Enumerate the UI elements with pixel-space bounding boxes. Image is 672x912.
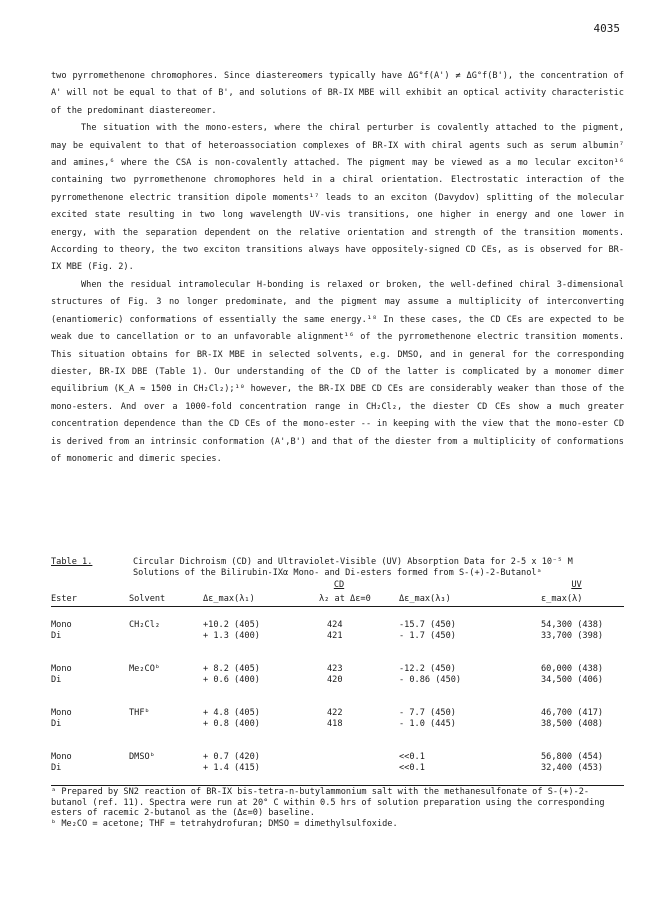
cell-delta3: <<0.1	[399, 763, 425, 773]
page-number: 4035	[593, 22, 620, 35]
table-row-group	[51, 695, 624, 739]
cell-ester: Mono	[51, 620, 72, 630]
table-row	[51, 620, 624, 631]
cell-delta3: - 1.7 (450)	[399, 631, 456, 641]
cell-lambda2: 424	[327, 620, 343, 630]
cell-solvent: THFᵇ	[129, 708, 150, 718]
cell-delta3: -12.2 (450)	[399, 664, 456, 674]
cell-delta1: + 8.2 (405)	[203, 664, 260, 674]
cell-delta1: + 0.7 (420)	[203, 752, 260, 762]
cell-lambda2: 421	[327, 631, 343, 641]
table-row-group	[51, 651, 624, 695]
table-row-group	[51, 739, 624, 783]
column-header-delta1: Δε_max(λ₁)	[203, 594, 255, 604]
uv-group-header: UV	[571, 580, 582, 590]
table-group-headers	[51, 580, 624, 592]
cell-ester: Mono	[51, 708, 72, 718]
cell-epsilon: 54,300 (438)	[541, 620, 604, 630]
table-header-row	[51, 592, 624, 607]
table-row	[51, 752, 624, 763]
cell-lambda2: 423	[327, 664, 343, 674]
table-row	[51, 763, 624, 774]
cell-delta1: + 1.4 (415)	[203, 763, 260, 773]
cell-solvent: Me₂COᵇ	[129, 664, 161, 674]
cell-ester: Mono	[51, 752, 72, 762]
cell-ester: Mono	[51, 664, 72, 674]
cell-delta1: + 0.6 (400)	[203, 675, 260, 685]
cell-delta1: + 1.3 (400)	[203, 631, 260, 641]
column-header-epsilon: ε_max(λ)	[541, 594, 583, 604]
paragraph-2: The situation with the mono-esters, where the chiral perturber is covalently attached to the pigment, may be equivalent to that of heteroassociation complexes of BR-IX with chiral agents such as serum albumin⁷ and amines,⁶ where the CSA is non-covalently attached. The pigment may be viewed as a mo lecular exciton¹⁶ containing two pyrromethenone chromophores held in a chiral orientation. Electrostatic interaction of the pyrromethenone electric transition dipole moments¹⁷ leads to an exciton (Davydov) splitting of the molecular excited state resulting in two long wavelength UV-vis transitions, one higher in energy and one lower in energy, with the separation dependent on the relative orientation and strength of the transition moments. According to theory, the two exciton transitions always have oppositely-signed CD CEs, as is observed for BR-IX MBE (Fig. 2).	[51, 123, 624, 273]
table-bottom-rule	[51, 785, 624, 786]
table-label: Table 1.	[51, 557, 93, 567]
cell-ester: Di	[51, 763, 62, 773]
data-table	[51, 557, 624, 829]
table-row	[51, 631, 624, 642]
column-header-solvent: Solvent	[129, 594, 166, 604]
table-row-group	[51, 607, 624, 651]
footnote-a: ᵃ Prepared by SN2 reaction of BR-IX bis-tetra-n-butylammonium salt with the methanesulfonate of S-(+)-2-butanol (ref. 11). Spectra were run at 20° C within 0.5 hrs of solution preparation using the corresponding esters of racemic 2-butanol as the (Δε=0) baseline.	[51, 787, 605, 818]
cell-delta3: - 1.0 (445)	[399, 719, 456, 729]
cell-solvent: CH₂Cl₂	[129, 620, 161, 630]
column-header-delta3: Δε_max(λ₃)	[399, 594, 451, 604]
cell-epsilon: 60,000 (438)	[541, 664, 604, 674]
body-text	[51, 68, 624, 468]
paragraph-1: two pyrromethenone chromophores. Since diastereomers typically have ΔG°f(A') ≠ ΔG°f(B'), the concentration of A' will not be equal to that of B', and solutions of BR-IX MBE will exhibit an optical activity characteristic of the predominant diastereomer.	[51, 71, 624, 116]
cell-epsilon: 32,400 (453)	[541, 763, 604, 773]
cell-delta3: -15.7 (450)	[399, 620, 456, 630]
cell-epsilon: 46,700 (417)	[541, 708, 604, 718]
table-row	[51, 675, 624, 686]
cell-delta3: - 0.86 (450)	[399, 675, 462, 685]
table-body	[51, 607, 624, 783]
table-caption-text: Circular Dichroism (CD) and Ultraviolet-Visible (UV) Absorption Data for 2-5 x 10⁻⁵ M Solutions of the Bilirubin-IXα Mono- and Di-esters formed from S-(+)-2-Butanolᵃ	[133, 557, 573, 578]
table-row	[51, 708, 624, 719]
table-row	[51, 719, 624, 730]
cell-ester: Di	[51, 675, 62, 685]
table-caption	[51, 557, 624, 579]
cell-lambda2: 418	[327, 719, 343, 729]
cell-epsilon: 56,800 (454)	[541, 752, 604, 762]
column-header-lambda2: λ₂ at Δε=0	[319, 594, 371, 604]
cell-lambda2: 420	[327, 675, 343, 685]
cell-delta1: + 0.8 (400)	[203, 719, 260, 729]
cell-epsilon: 33,700 (398)	[541, 631, 604, 641]
cell-ester: Di	[51, 631, 62, 641]
cell-epsilon: 38,500 (408)	[541, 719, 604, 729]
footnote-b: ᵇ Me₂CO = acetone; THF = tetrahydrofuran; DMSO = dimethylsulfoxide.	[51, 818, 398, 829]
cell-delta1: + 4.8 (405)	[203, 708, 260, 718]
cell-lambda2: 422	[327, 708, 343, 718]
cell-delta3: - 7.7 (450)	[399, 708, 456, 718]
cell-delta3: <<0.1	[399, 752, 425, 762]
cell-solvent: DMSOᵇ	[129, 752, 155, 762]
cd-group-header: CD	[333, 580, 345, 590]
cell-epsilon: 34,500 (406)	[541, 675, 604, 685]
cell-ester: Di	[51, 719, 62, 729]
column-header-ester: Ester	[51, 594, 77, 604]
paragraph-3: When the residual intramolecular H-bonding is relaxed or broken, the well-defined chiral 3-dimensional structures of Fig. 3 no longer predominate, and the pigment may assume a multiplicity of interconverting (enantiomeric) conformations of essentially the same energy.¹⁸ In these cases, the CD CEs are expected to be weak due to cancellation or to an unfavorable alignment¹⁶ of the pyrromethenone electric transition moments. This situation obtains for BR-IX MBE in selected solvents, e.g. DMSO, and in general for the corresponding diester, BR-IX DBE (Table 1). Our understanding of the CD of the latter is complicated by a monomer dimer equilibrium (K_A ≈ 1500 in CH₂Cl₂);¹⁰ however, the BR-IX DBE CD CEs are considerably weaker than those of the mono-esters. And over a 1000-fold concentration range in CH₂Cl₂, the diester CD CEs show a much greater concentration dependence than the CD CEs of the mono-ester -- in keeping with the view that the mono-ester CD is derived from an intrinsic conformation (A',B') and that of the diester from a multiplicity of conformations of monomeric and dimeric species.	[51, 279, 624, 464]
cell-delta1: +10.2 (405)	[203, 620, 260, 630]
table-row	[51, 664, 624, 675]
table-footnotes	[51, 787, 624, 829]
